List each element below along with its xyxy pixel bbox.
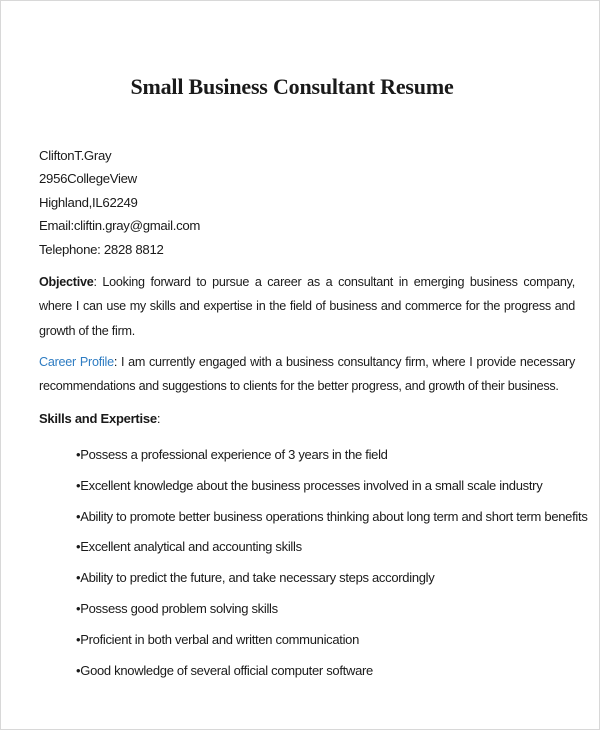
career-profile-text: : I am currently engaged with a business consultancy firm, where I provide necessary recommendations and suggestions to clients for the better progress, and growth of their business. xyxy=(39,355,575,394)
skill-item: •Excellent analytical and accounting skills xyxy=(76,539,302,555)
skills-list xyxy=(76,443,588,689)
skill-item: •Possess a professional experience of 3 years in the field xyxy=(76,447,388,462)
skill-item: •Ability to promote better business operations thinking about long term and short term benefits xyxy=(76,508,588,524)
contact-email: Email:cliftin.gray@gmail.com xyxy=(39,218,201,234)
career-profile-paragraph xyxy=(39,350,575,399)
contact-telephone: Telephone: 2828 8812 xyxy=(39,241,164,257)
objective-label: Objective xyxy=(39,275,94,289)
skill-item: •Ability to predict the future, and take necessary steps accordingly xyxy=(76,570,435,586)
skills-heading-label: Skills and Expertise xyxy=(39,411,157,426)
skills-heading xyxy=(39,411,160,426)
objective-text: : Looking forward to pursue a career as a consultant in emerging business company, where I can use my skills and expertise in the field of business and commerce for the progress and growth of the firm. xyxy=(39,275,575,338)
skills-heading-suffix: : xyxy=(156,411,161,426)
contact-city: Highland,IL62249 xyxy=(39,194,138,210)
document-title: Small Business Consultant Resume xyxy=(130,74,454,99)
skill-item: •Excellent knowledge about the business processes involved in a small scale industry xyxy=(76,477,543,493)
skill-item: •Proficient in both verbal and written communication xyxy=(76,631,360,647)
objective-paragraph xyxy=(39,270,575,343)
skill-item: •Possess good problem solving skills xyxy=(76,600,278,616)
career-profile-label: Career Profile xyxy=(39,355,114,369)
contact-block xyxy=(39,144,200,261)
contact-address: 2956CollegeView xyxy=(39,171,137,187)
contact-name: CliftonT.Gray xyxy=(39,148,112,163)
skill-item: •Good knowledge of several official computer software xyxy=(76,662,373,678)
